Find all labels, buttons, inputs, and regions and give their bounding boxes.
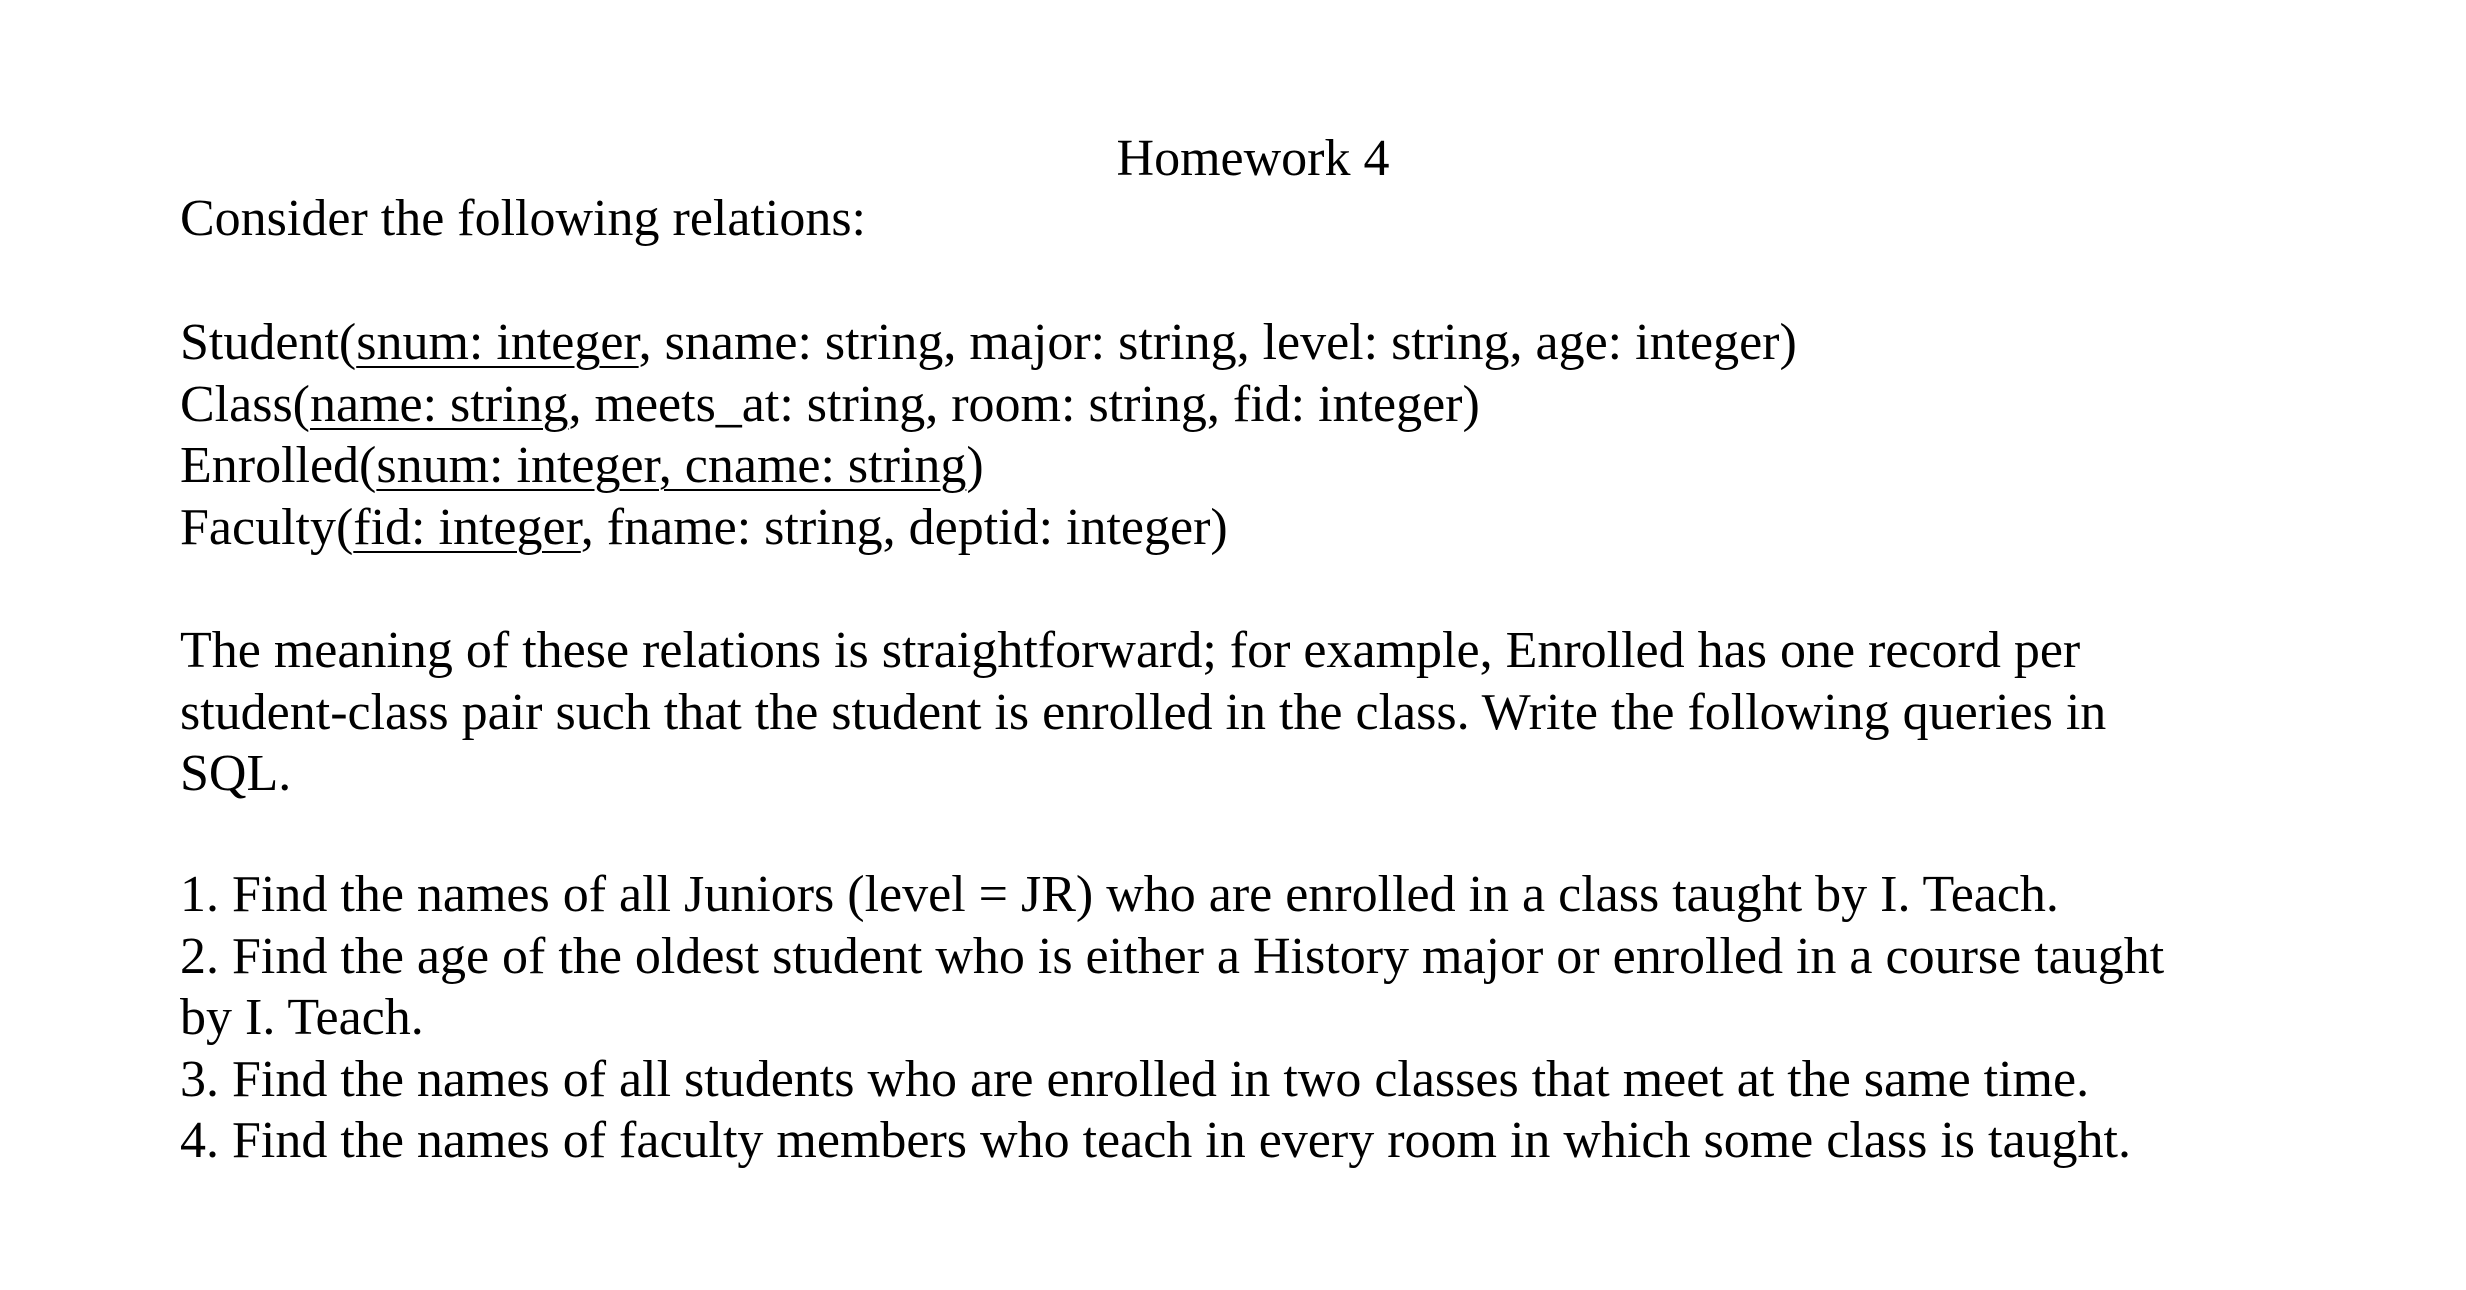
meaning-paragraph [180, 620, 2420, 805]
relation-name: Student( [180, 314, 357, 371]
relations-schema [180, 312, 2420, 558]
relation-enrolled [180, 435, 2420, 497]
question-line: 3. Find the names of all students who are enrolled in two classes that meet at the same time. [180, 1050, 2090, 1108]
relation-attributes: , sname: string, major: string, level: string, age: integer) [638, 314, 1797, 371]
relation-attributes: ) [966, 437, 984, 494]
paragraph-line: The meaning of these relations is straightforward; for example, Enrolled has one record per [180, 622, 2081, 679]
intro-line: Consider the following relations: [180, 190, 867, 247]
paragraph-line: SQL. [180, 745, 292, 802]
question-line: by I. Teach. [180, 989, 424, 1046]
question-line: 4. Find the names of faculty members who teach in every room in which some class is taught. [180, 1112, 2131, 1169]
relation-key: snum: integer [356, 314, 639, 371]
relation-name: Enrolled( [180, 437, 377, 494]
relation-key: name: string [310, 375, 569, 433]
question-line: 2. Find the age of the oldest student who is either a History major or enrolled in a course taught [180, 927, 2165, 985]
relation-name: Class( [180, 375, 310, 433]
question-line: 1. Find the names of all Juniors (level = JR) who are enrolled in a class taught by I. Teach. [180, 866, 2059, 923]
relation-attributes: , meets_at: string, room: string, fid: integer) [568, 375, 1480, 433]
relation-faculty [180, 497, 2420, 559]
document-title: Homework 4 [1116, 130, 1390, 187]
relation-name: Faculty( [180, 498, 354, 556]
relation-attributes: , fname: string, deptid: integer) [580, 498, 1228, 556]
paragraph-line: student-class pair such that the student is enrolled in the class. Write the following queries in [180, 683, 2107, 741]
relation-class [180, 374, 2420, 436]
questions-list [180, 864, 2420, 1172]
relation-key: snum: integer, cname: string [376, 437, 967, 494]
relation-student [180, 312, 2420, 374]
relation-key: fid: integer [353, 498, 581, 556]
intro-text [180, 188, 2420, 250]
